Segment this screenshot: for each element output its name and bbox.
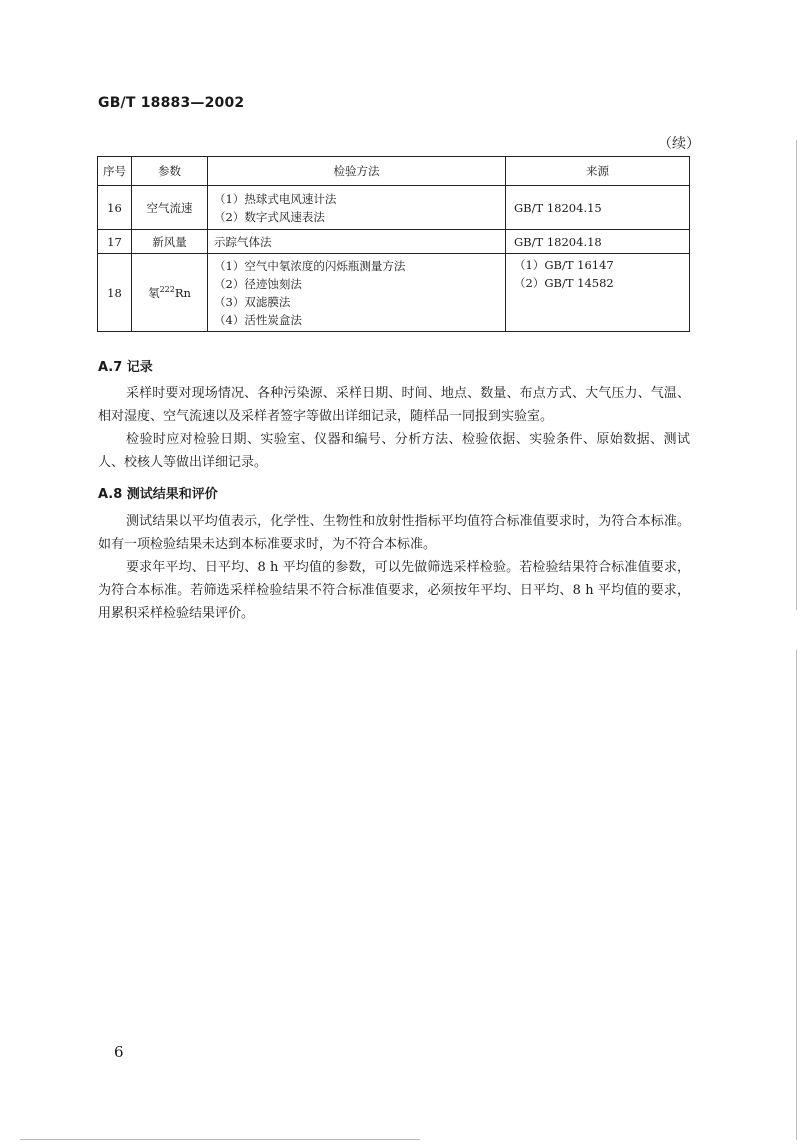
scan-edge-bottom <box>20 1139 420 1140</box>
row-methods <box>208 230 506 254</box>
method-line: （1）热球式电风速计法 <box>214 191 337 206</box>
source-line: （2）GB/T 14582 <box>514 276 614 290</box>
param-prefix: 氡 <box>148 285 160 300</box>
section-title-a8: A.8 测试结果和评价 <box>98 487 218 502</box>
param-suffix: Rn <box>174 285 191 300</box>
standard-number: GB/T 18883—2002 <box>98 95 245 111</box>
method-line: （4）活性炭盒法 <box>214 312 302 327</box>
table-row <box>98 186 690 230</box>
section-title-a7: A.7 记录 <box>98 360 153 375</box>
row-source <box>506 230 690 254</box>
paragraph: 采样时要对现场情况、各种污染源、采样日期、时间、地点、数量、布点方式、大气压力、气温、相对湿度、空气流速以及采样者签字等做出详细记录，随样品一同报到实验室。 <box>98 386 690 424</box>
page-number: 6 <box>114 1043 124 1061</box>
source-line: GB/T 18204.15 <box>514 200 602 215</box>
paragraph: 要求年平均、日平均、8 h 平均值的参数，可以先做筛选采样检验。若检验结果符合标准值要求，为符合本标准。若筛选采样检验结果不符合标准值要求，必须按年平均、日平均、8 h 平均值的要求，用累积采样检验结果评价。 <box>98 560 690 621</box>
paragraph: 检验时应对检验日期、实验室、仪器和编号、分析方法、检验依据、实验条件、原始数据、测试人、校核人等做出详细记录。 <box>98 432 690 470</box>
row-param <box>132 254 208 332</box>
row-param: 新风量 <box>132 230 208 254</box>
col-header-no: 序号 <box>98 157 132 186</box>
row-no: 18 <box>98 254 132 332</box>
col-header-method: 检验方法 <box>208 157 506 186</box>
param-superscript: 222 <box>159 284 175 294</box>
continued-label: （续） <box>658 136 700 152</box>
source-line: （1）GB/T 16147 <box>514 258 614 272</box>
table-row <box>98 230 690 254</box>
row-param: 空气流速 <box>132 186 208 230</box>
method-line: （2）数字式风速表法 <box>214 209 325 224</box>
method-line: （1）空气中氡浓度的闪烁瓶测量方法 <box>214 258 406 273</box>
row-source <box>506 254 690 332</box>
paragraph: 测试结果以平均值表示，化学性、生物性和放射性指标平均值符合标准值要求时，为符合本标准。如有一项检验结果未达到本标准要求时，为不符合本标准。 <box>98 514 690 552</box>
col-header-param: 参数 <box>132 157 208 186</box>
source-line: GB/T 18204.18 <box>514 234 602 249</box>
row-source <box>506 186 690 230</box>
row-no: 16 <box>98 186 132 230</box>
table-header-row <box>98 157 690 186</box>
row-no: 17 <box>98 230 132 254</box>
method-line: （3）双滤膜法 <box>214 294 291 309</box>
row-methods <box>208 186 506 230</box>
col-header-source: 来源 <box>506 157 690 186</box>
method-line: 示踪气体法 <box>214 234 272 249</box>
scan-edge-right <box>796 650 797 1140</box>
method-line: （2）径迹蚀刻法 <box>214 276 302 291</box>
method-table <box>97 156 690 332</box>
table-row <box>98 254 690 332</box>
row-methods <box>208 254 506 332</box>
scan-edge-right <box>796 140 797 610</box>
